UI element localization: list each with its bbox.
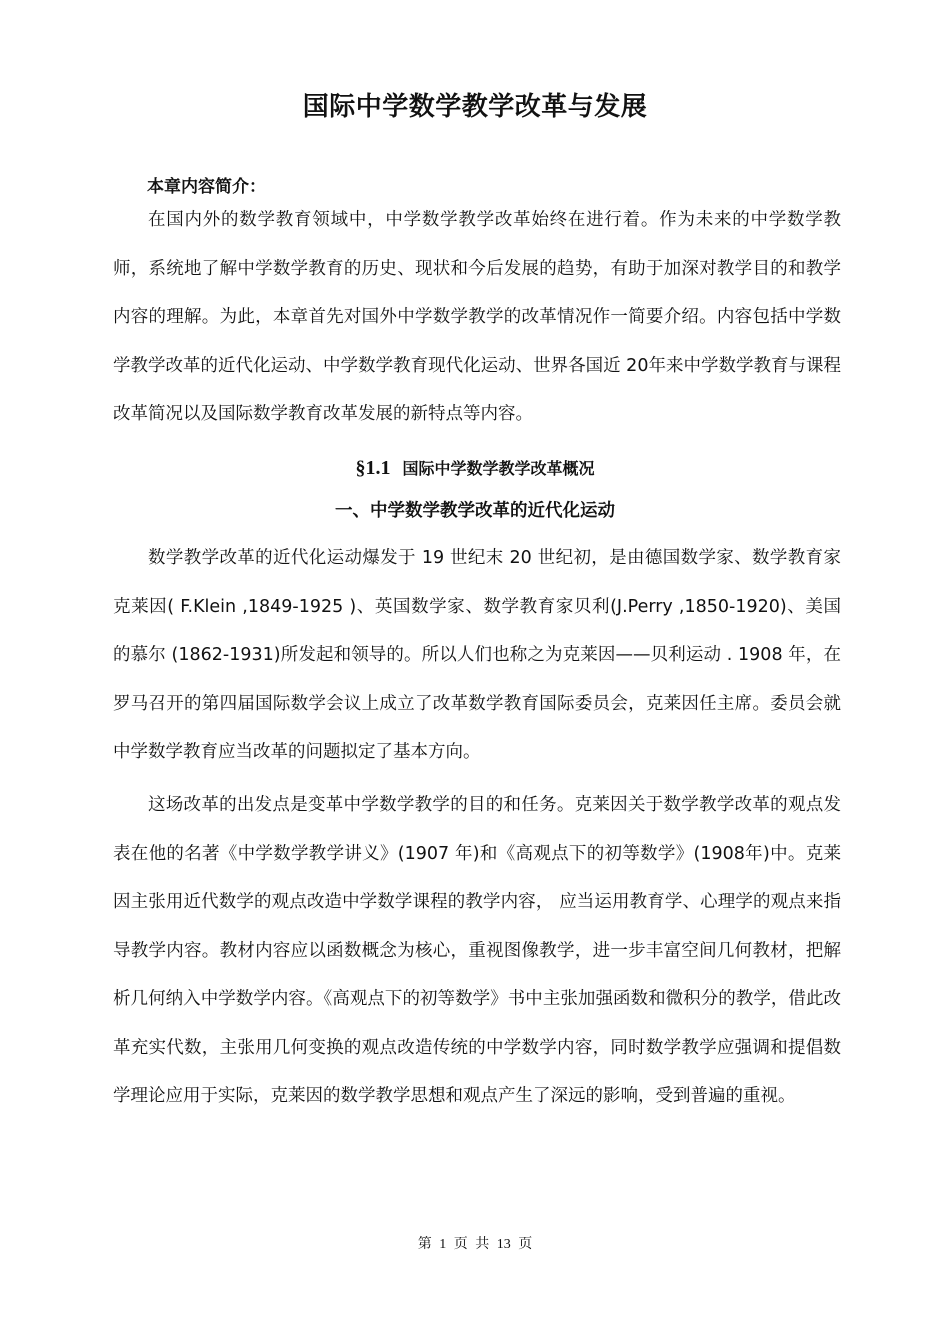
section-number: §1.1 bbox=[355, 457, 391, 479]
body-paragraph: 这场改革的出发点是变革中学数学教学的目的和任务。克莱因关于数学教学改革的观点发表在他的名著《中学数学教学讲义》(1907 年)和《高观点下的初等数学》(1908年)中。克莱因主张用近代数学的观点改造中学数学课程的教学内容， 应当运用教育学、心理学的观点来指导教学内容。教材内容应以函数概念为核心，重视图像教学，进一步丰富空间几何教材，把解析几何纳入中学数学内容。《高观点下的初等数学》书中主张加强函数和微积分的教学，借此改革充实代数，主张用几何变换的观点改造传统的中学数学内容，同时数学教学应强调和提倡数学理论应用于实际，克莱因的数学教学思想和观点产生了深远的影响，受到普遍的重视。 bbox=[113, 795, 841, 1106]
body-paragraph: 数学教学改革的近代化运动爆发于 19 世纪末 20 世纪初，是由德国数学家、数学教育家克莱因( F.Klein ,1849-1925 )、英国数学家、数学教育家贝利(J.Perry ,1850-1920)、美国的慕尔 (1862-1931)所发起和领导的。所以人们也称之为克莱因——贝利运动 . 1908 年，在罗马召开的第四届国际数学会议上成立了改革数学教育国际委员会，克莱因任主席。委员会就中学数学教育应当改革的问题拟定了基本方向。 bbox=[113, 548, 841, 762]
section-title: 国际中学数学教学改革概况 bbox=[402, 459, 595, 478]
page-number-footer: 第 1 页 共 13 页 bbox=[417, 1237, 533, 1252]
subsection-heading: 一、中学数学教学改革的近代化运动 bbox=[335, 501, 615, 521]
intro-paragraph: 在国内外的数学教育领域中，中学数学教学改革始终在进行着。作为未来的中学数学教师，系统地了解中学数学教育的历史、现状和今后发展的趋势，有助于加深对教学目的和教学内容的理解。为此，本章首先对国外中学数学教学的改革情况作一简要介绍。内容包括中学数学教学改革的近代化运动、中学数学教育现代化运动、世界各国近 20年来中学数学教育与课程改革简况以及国际数学教育改革发展的新特点等内容。 bbox=[113, 210, 841, 424]
intro-heading: 本章内容简介： bbox=[147, 177, 266, 197]
document-title: 国际中学数学教学改革与发展 bbox=[302, 92, 648, 122]
section-heading bbox=[0, 452, 950, 480]
